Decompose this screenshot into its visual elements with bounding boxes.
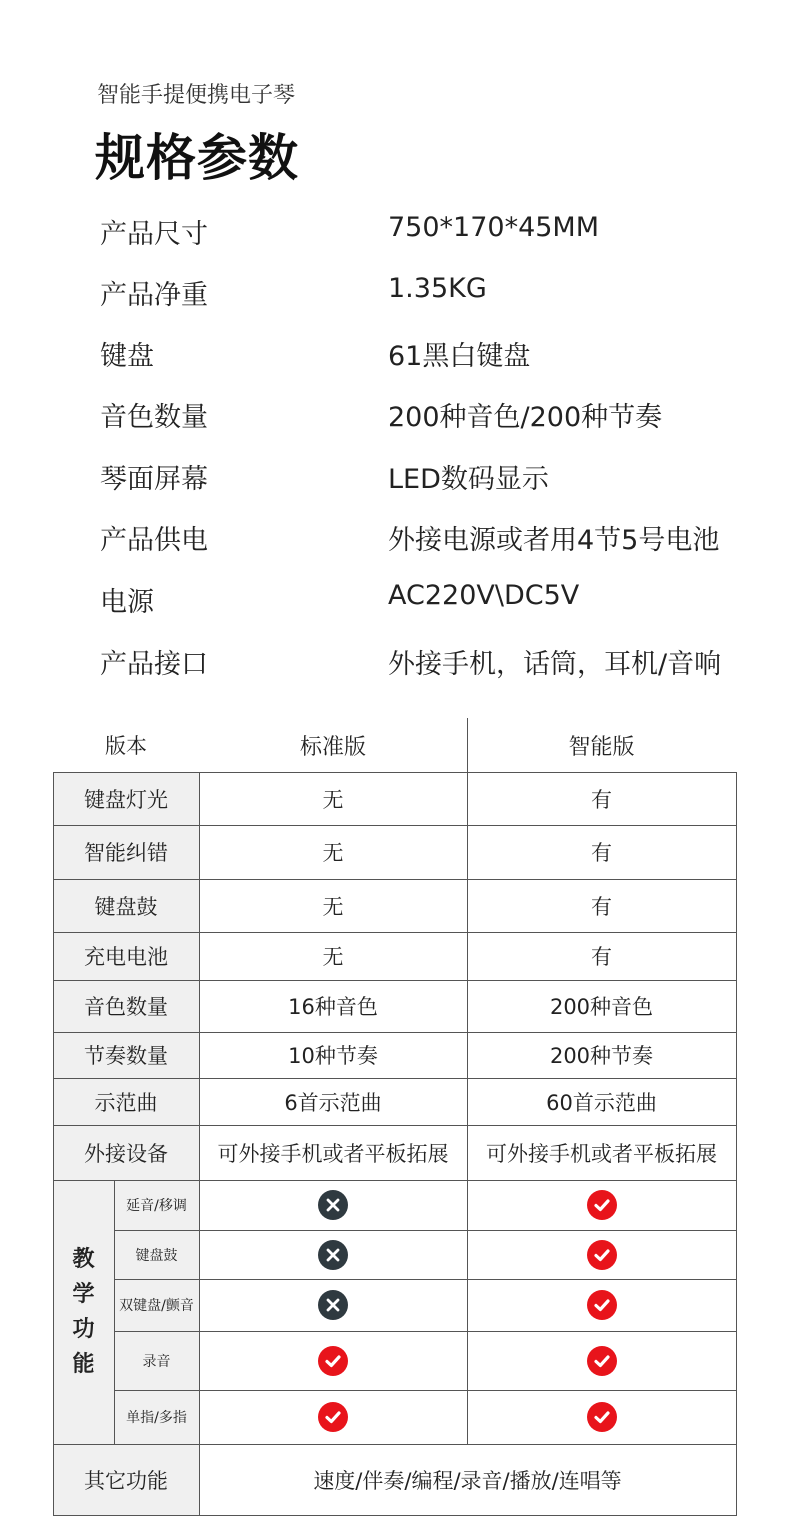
grid-line bbox=[114, 1230, 737, 1231]
grid-line bbox=[53, 1444, 737, 1445]
teaching-smart-status bbox=[467, 1331, 736, 1390]
group-label-char: 学 bbox=[72, 1282, 95, 1307]
grid-line bbox=[467, 718, 468, 1445]
spec-label: 产品尺寸 bbox=[100, 219, 208, 250]
row-standard-value: 无 bbox=[322, 841, 344, 865]
teaching-group-label bbox=[53, 1180, 114, 1444]
teaching-smart-status bbox=[467, 1230, 736, 1279]
grid-line bbox=[53, 1078, 737, 1079]
spec-value: 61黑白键盘 bbox=[388, 341, 531, 372]
spec-label: 琴面屏幕 bbox=[100, 464, 208, 495]
row-label: 键盘鼓 bbox=[94, 894, 158, 919]
row-standard-value: 16种音色 bbox=[288, 995, 378, 1019]
grid-line bbox=[114, 1331, 737, 1332]
row-label: 外接设备 bbox=[84, 1141, 168, 1166]
teaching-standard-status bbox=[199, 1279, 467, 1331]
teaching-standard-status bbox=[199, 1230, 467, 1279]
grid-line bbox=[53, 1125, 737, 1126]
spec-label: 音色数量 bbox=[100, 402, 208, 433]
grid-line bbox=[114, 1390, 737, 1391]
grid-line bbox=[53, 772, 54, 1516]
row-smart-value: 60首示范曲 bbox=[546, 1090, 657, 1115]
cross-icon bbox=[318, 1240, 348, 1270]
group-label-char: 能 bbox=[72, 1352, 95, 1377]
grid-line bbox=[114, 1279, 737, 1280]
spec-label: 产品接口 bbox=[100, 649, 208, 680]
grid-line bbox=[736, 772, 737, 1516]
grid-line bbox=[114, 1180, 115, 1445]
group-label-char: 功 bbox=[72, 1317, 95, 1342]
row-label: 音色数量 bbox=[84, 995, 168, 1019]
teaching-item-label: 键盘鼓 bbox=[135, 1247, 178, 1264]
teaching-smart-status bbox=[467, 1390, 736, 1444]
other-value: 速度/伴奏/编程/录音/播放/连唱等 bbox=[313, 1468, 622, 1493]
row-smart-value: 有 bbox=[591, 945, 612, 969]
row-label: 充电电池 bbox=[84, 945, 168, 969]
other-label: 其它功能 bbox=[84, 1468, 168, 1493]
check-icon bbox=[318, 1346, 348, 1376]
row-standard-value: 无 bbox=[322, 787, 344, 812]
teaching-standard-status bbox=[199, 1331, 467, 1390]
check-icon bbox=[318, 1402, 348, 1432]
check-icon bbox=[587, 1346, 617, 1376]
teaching-item-label: 单指/多指 bbox=[126, 1410, 187, 1426]
spec-value: AC220V\DC5V bbox=[388, 580, 580, 611]
grid-line bbox=[53, 1515, 737, 1516]
row-label: 节奏数量 bbox=[84, 1044, 168, 1068]
spec-value: LED数码显示 bbox=[388, 464, 549, 495]
spec-label: 产品供电 bbox=[100, 525, 208, 556]
spec-value: 外接手机，话筒，耳机/音响 bbox=[388, 649, 722, 680]
row-standard-value: 可外接手机或者平板拓展 bbox=[217, 1141, 449, 1166]
teaching-item-label: 双键盘/颤音 bbox=[119, 1298, 194, 1314]
spec-value: 750*170*45MM bbox=[388, 212, 600, 243]
grid-line bbox=[53, 1180, 737, 1181]
teaching-standard-status bbox=[199, 1390, 467, 1444]
row-standard-value: 6首示范曲 bbox=[284, 1090, 382, 1115]
row-smart-value: 有 bbox=[591, 787, 612, 812]
row-smart-value: 有 bbox=[591, 841, 612, 865]
row-standard-value: 无 bbox=[322, 945, 344, 969]
row-label: 示范曲 bbox=[94, 1090, 158, 1115]
grid-line bbox=[53, 772, 737, 773]
row-label: 键盘灯光 bbox=[84, 787, 168, 812]
row-standard-value: 10种节奏 bbox=[288, 1044, 378, 1068]
spec-value: 1.35KG bbox=[388, 273, 487, 304]
row-standard-value: 无 bbox=[322, 894, 344, 919]
grid-line bbox=[53, 825, 737, 826]
check-icon bbox=[587, 1402, 617, 1432]
row-smart-value: 可外接手机或者平板拓展 bbox=[486, 1141, 717, 1166]
grid-line bbox=[53, 879, 737, 880]
teaching-smart-status bbox=[467, 1180, 736, 1230]
check-icon bbox=[587, 1190, 617, 1220]
grid-line bbox=[53, 932, 737, 933]
check-icon bbox=[587, 1290, 617, 1320]
cross-icon bbox=[318, 1190, 348, 1220]
spec-label: 电源 bbox=[100, 587, 154, 618]
page-title: 规格参数 bbox=[95, 129, 299, 187]
header-label: 版本 bbox=[105, 734, 147, 758]
grid-line bbox=[199, 772, 200, 1516]
spec-value: 外接电源或者用4节5号电池 bbox=[388, 525, 720, 556]
spec-label: 键盘 bbox=[100, 341, 154, 372]
cross-icon bbox=[318, 1290, 348, 1320]
row-smart-value: 200种节奏 bbox=[549, 1044, 654, 1068]
group-label-char: 教 bbox=[72, 1247, 95, 1272]
grid-line bbox=[53, 1032, 737, 1033]
header-smart: 智能版 bbox=[568, 734, 635, 760]
row-label: 智能纠错 bbox=[84, 841, 168, 865]
header-standard: 标准版 bbox=[299, 734, 366, 760]
spec-label: 产品净重 bbox=[100, 280, 208, 311]
row-smart-value: 有 bbox=[591, 894, 612, 919]
teaching-item-label: 延音/移调 bbox=[126, 1198, 187, 1214]
spec-value: 200种音色/200种节奏 bbox=[388, 402, 663, 433]
subtitle: 智能手提便携电子琴 bbox=[97, 83, 296, 108]
grid-line bbox=[53, 980, 737, 981]
teaching-smart-status bbox=[467, 1279, 736, 1331]
check-icon bbox=[587, 1240, 617, 1270]
row-smart-value: 200种音色 bbox=[549, 995, 654, 1019]
teaching-item-label: 录音 bbox=[142, 1353, 171, 1370]
teaching-standard-status bbox=[199, 1180, 467, 1230]
